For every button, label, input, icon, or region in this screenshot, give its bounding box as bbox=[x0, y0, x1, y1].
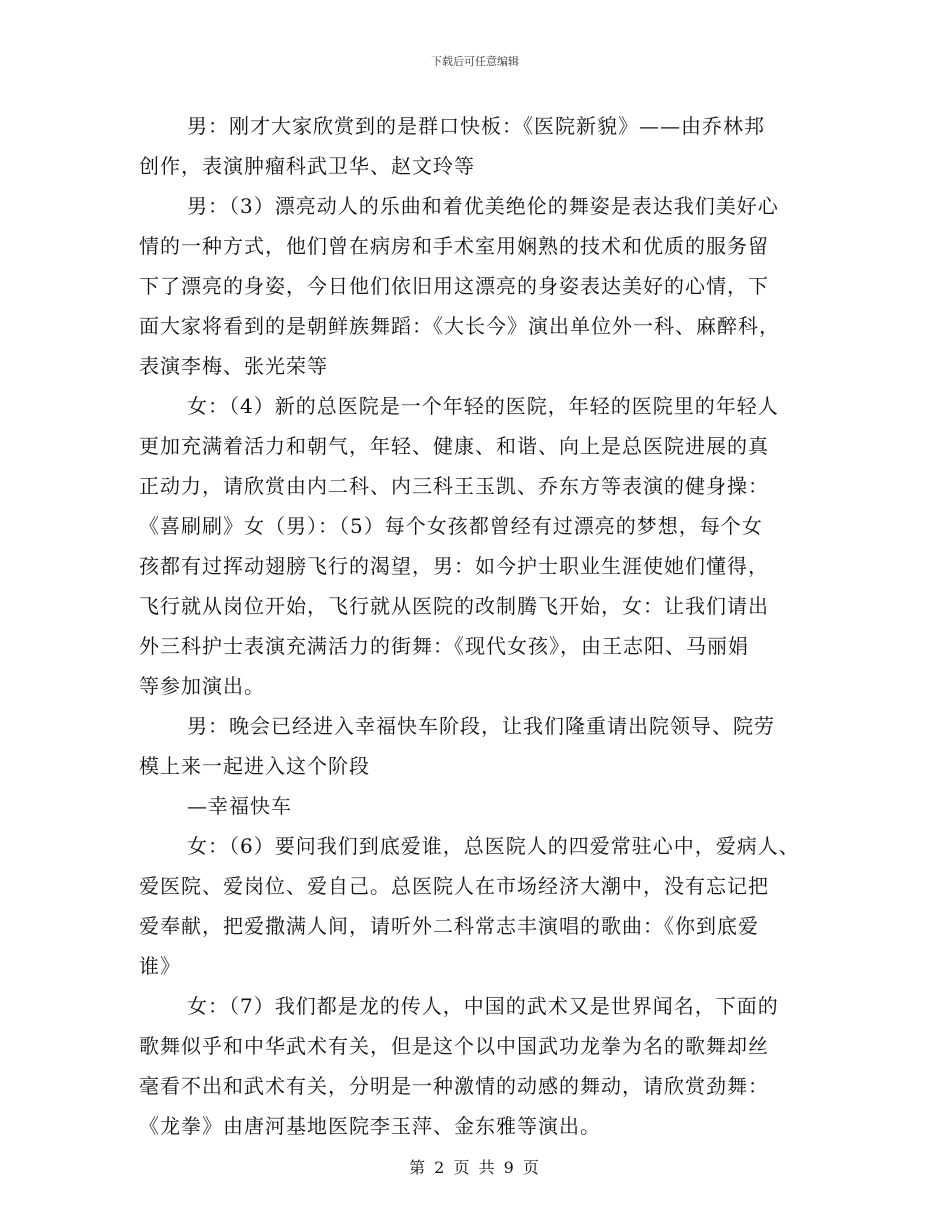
page-header: 下载后可任意编辑 bbox=[431, 55, 519, 68]
text-line: 模上来一起进入这个阶段 bbox=[139, 754, 370, 778]
text-line: 毫看不出和武术有关，分明是一种激情的动感的舞动，请欣赏劲舞： bbox=[139, 1074, 769, 1098]
text-line: 爱奉献，把爱撒满人间，请听外二科常志丰演唱的歌曲：《你到底爱 bbox=[139, 914, 759, 938]
text-line: 等参加演出。 bbox=[139, 674, 265, 698]
text-line: 飞行就从岗位开始，飞行就从医院的改制腾飞开始，女：让我们请出 bbox=[139, 594, 769, 618]
text-line: 正动力，请欣赏由内二科、内三科王玉凯、乔东方等表演的健身操： bbox=[139, 474, 769, 498]
text-line: 创作，表演肿瘤科武卫华、赵文玲等 bbox=[139, 154, 475, 178]
text-line: 面大家将看到的是朝鲜族舞蹈：《大长今》演出单位外一科、麻醉科， bbox=[139, 314, 780, 338]
text-line: 歌舞似乎和中华武术有关，但是这个以中国武功龙拳为名的歌舞却丝 bbox=[139, 1034, 769, 1058]
text-line: 表演李梅、张光荣等 bbox=[139, 354, 328, 378]
text-line: 情的一种方式，他们曾在病房和手术室用娴熟的技术和优质的服务留 bbox=[139, 234, 769, 258]
text-line: 《喜刷刷》女（男）：（5）每个女孩都曾经有过漂亮的梦想，每个女 bbox=[139, 514, 763, 538]
text-line: 爱医院、爱岗位、爱自己。总医院人在市场经济大潮中，没有忘记把 bbox=[139, 874, 769, 898]
text-line: 更加充满着活力和朝气，年轻、健康、和谐、向上是总医院进展的真 bbox=[139, 434, 769, 458]
document-body bbox=[139, 106, 829, 1146]
text-line: 谁》 bbox=[139, 954, 181, 978]
text-line: 女：（4）新的总医院是一个年轻的医院，年轻的医院里的年轻人 bbox=[187, 394, 779, 418]
page-footer: 第 2 页 共 9 页 bbox=[409, 1158, 541, 1177]
text-line: 男：晚会已经进入幸福快车阶段，让我们隆重请出院领导、院劳 bbox=[187, 714, 775, 738]
text-line: —幸福快车 bbox=[187, 794, 292, 818]
text-line: 男：刚才大家欣赏到的是群口快板：《医院新貌》——由乔林邦 bbox=[187, 114, 765, 138]
text-line: 女：（6）要问我们到底爱谁，总医院人的四爱常驻心中，爱病人、 bbox=[187, 834, 800, 858]
text-line: 女：（7）我们都是龙的传人，中国的武术又是世界闻名，下面的 bbox=[187, 994, 779, 1018]
text-line: 《龙拳》由唐河基地医院李玉萍、金东雅等演出。 bbox=[139, 1114, 601, 1138]
text-line: 外三科护士表演充满活力的街舞：《现代女孩》，由王志阳、马丽娟 bbox=[139, 634, 749, 658]
text-line: 孩都有过挥动翅膀飞行的渴望，男：如今护士职业生涯使她们懂得， bbox=[139, 554, 769, 578]
text-line: 男：（3）漂亮动人的乐曲和着优美绝伦的舞姿是表达我们美好心 bbox=[187, 194, 779, 218]
text-line: 下了漂亮的身姿，今日他们依旧用这漂亮的身姿表达美好的心情，下 bbox=[139, 274, 769, 298]
